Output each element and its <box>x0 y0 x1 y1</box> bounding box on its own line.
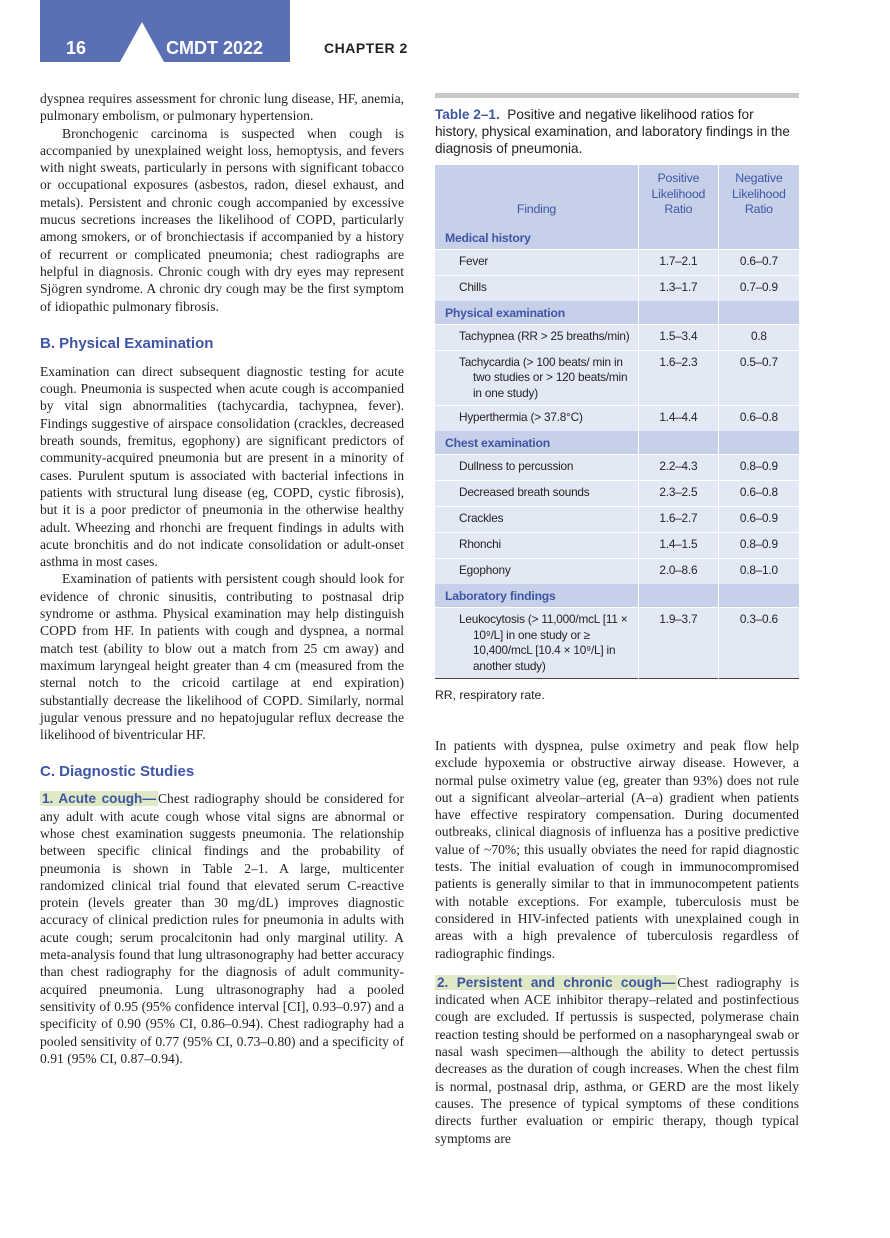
finding-text: Dullness to percussion <box>459 459 574 473</box>
negative-lr-cell: 0.6–0.8 <box>718 406 799 432</box>
empty-cell <box>718 584 799 608</box>
finding-cell <box>435 406 639 432</box>
finding-cell <box>435 324 639 350</box>
paragraph <box>40 790 404 1067</box>
finding-text: Leukocytosis (> 11,000/mcL [11 × 10⁹/L] in one study or ≥ 10,400/mcL [10.4 × 10⁹/L] in another study) <box>459 612 628 673</box>
positive-lr-cell: 1.4–1.5 <box>639 533 719 559</box>
section-heading: B. Physical Examination <box>40 334 214 352</box>
left-column <box>40 90 404 1067</box>
book-title: CMDT 2022 <box>166 38 264 58</box>
finding-cell <box>435 559 639 585</box>
finding-text: Fever <box>459 253 489 268</box>
table-section-row <box>435 226 799 250</box>
negative-lr-cell: 0.6–0.8 <box>718 481 799 507</box>
positive-lr-cell: 2.2–4.3 <box>639 455 719 481</box>
finding-cell <box>435 507 639 533</box>
header-notch <box>120 22 164 62</box>
empty-cell <box>639 301 719 325</box>
table-row <box>435 275 799 301</box>
finding-cell <box>435 350 639 406</box>
positive-lr-cell: 1.9–3.7 <box>639 608 719 679</box>
paragraph: dyspnea requires assessment for chronic lung disease, HF, anemia, pulmonary embolism, or pulmonary hypertension. <box>40 91 404 124</box>
finding-text: Decreased breath sounds <box>459 485 590 499</box>
table-row <box>435 481 799 507</box>
subsection-heading: 1. Acute cough— <box>42 791 156 807</box>
table-figure <box>435 93 799 702</box>
empty-cell <box>639 431 719 455</box>
empty-cell <box>718 226 799 250</box>
table-row <box>435 324 799 350</box>
negative-lr-cell: 0.6–0.9 <box>718 507 799 533</box>
table-row <box>435 559 799 585</box>
finding-text: Egophony <box>459 563 511 577</box>
table-top-rule <box>435 93 799 98</box>
table-row <box>435 533 799 559</box>
positive-lr-cell: 2.3–2.5 <box>639 481 719 507</box>
empty-cell <box>639 226 719 250</box>
section-heading: C. Diagnostic Studies <box>40 763 195 781</box>
empty-cell <box>718 301 799 325</box>
empty-cell <box>639 584 719 608</box>
positive-lr-cell: 1.6–2.3 <box>639 350 719 406</box>
negative-lr-cell: 0.8 <box>718 324 799 350</box>
table-section-row <box>435 431 799 455</box>
finding-cell <box>435 481 639 507</box>
table-footnote: RR, respiratory rate. <box>435 688 545 702</box>
likelihood-table <box>435 165 799 679</box>
table-row <box>435 249 799 275</box>
table-caption-text: Positive and negative likelihood ratios for history, physical examination, and laboratory findings in the diagnosis of pneumonia. <box>435 107 790 156</box>
positive-lr-cell: 2.0–8.6 <box>639 559 719 585</box>
finding-cell <box>435 249 639 275</box>
negative-lr-cell: 0.7–0.9 <box>718 275 799 301</box>
positive-lr-cell: 1.7–2.1 <box>639 249 719 275</box>
section-title: Laboratory findings <box>435 584 639 608</box>
negative-lr-cell: 0.8–0.9 <box>718 533 799 559</box>
finding-text: Hyperthermia (> 37.8°C) <box>459 410 583 424</box>
page-number: 16 <box>66 38 87 58</box>
paragraph: Bronchogenic carcinoma is suspected when cough is accompanied by unexplained weight loss, hemoptysis, and fevers with night sweats, particularly in persons with significant tobacco or occupational exposures (asbestos, radon, diesel exhaust, and metals). Persistent and chronic cough accompanied by excessive mucus secretions increases the likelihood of COPD, particularly among smokers, or of bronchiectasis if accompanied by a history of recurrent or complicated pneumonia; chest radiographs are helpful in diagnosis. Chronic cough with dry eyes may represent Sjögren syndrome. A chronic dry cough may be the first symptom of idiopathic pulmonary fibrosis. <box>40 125 404 314</box>
paragraph-text: Chest radiography is indicated when ACE inhibitor therapy–related and postinfectious cough are excluded. If pertussis is suspected, polymerase chain reaction testing should be performed on a nasopharyngeal swab or nasal wash specimen—although the ability to detect pertussis decreases as the duration of cough increases. When the chest film is normal, postnasal drip, asthma, or GERD are the most likely causes. The presence of typical symptoms of these conditions directs further evaluation or empiric therapy, though typical symptoms are <box>435 974 799 1146</box>
table-row <box>435 507 799 533</box>
section-title: Medical history <box>435 226 639 250</box>
negative-lr-cell: 0.5–0.7 <box>718 350 799 406</box>
positive-lr-cell: 1.4–4.4 <box>639 406 719 432</box>
table-row <box>435 406 799 432</box>
column-header: Positive Likelihood Ratio <box>639 165 719 226</box>
finding-text: Tachycardia (> 100 beats/ min in two studies or > 120 beats/min in one study) <box>459 354 628 400</box>
paragraph: Examination can direct subsequent diagnostic testing for acute cough. Pneumonia is suspected when acute cough is accompanied by vital sign abnormalities (tachycardia, tachypnea, fever). Findings suggestive of airspace consolidation (crackles, decreased breath sounds, fremitus, egophony) are significant predictors of community-acquired pneumonia but are present in a minority of cases. Purulent sputum is associated with bacterial infections in patients with structural lung disease (eg, COPD, cystic fibrosis), but it is a poor predictor of pneumonia in the otherwise healthy adult. Wheezing and rhonchi are frequent findings in adults with acute bronchitis and do not indicate consolidation or adult-onset asthma in most cases. <box>40 363 404 570</box>
table-label: Table 2–1. <box>435 107 500 122</box>
finding-cell <box>435 275 639 301</box>
section-title: Chest examination <box>435 431 639 455</box>
table-caption <box>435 106 799 157</box>
right-column <box>435 737 799 1147</box>
finding-cell <box>435 455 639 481</box>
column-header: Negative Likelihood Ratio <box>718 165 799 226</box>
chapter-label: CHAPTER 2 <box>324 40 408 56</box>
section-title: Physical examination <box>435 301 639 325</box>
paragraph <box>435 974 799 1147</box>
paragraph: In patients with dyspnea, pulse oximetry and peak flow help exclude hypoxemia or obstructive airway disease. However, a normal pulse oximetry value (eg, greater than 93%) does not rule out a significant alveolar–arterial (A–a) gradient when patients have effective respiratory compensation. During documented outbreaks, clinical diagnosis of influenza has a positive predictive value of ~70%; this usually obviates the need for rapid diagnostic tests. The initial evaluation of cough in immunocompromised patients is generally similar to that in immunocompetent patients with notable exceptions. For example, tuberculosis must be considered in HIV-infected patients with unexplained cough in areas with a high prevalence of tuberculosis regardless of radiographic findings. <box>435 738 799 961</box>
finding-text: Tachypnea (RR > 25 breaths/min) <box>459 328 630 343</box>
negative-lr-cell: 0.8–0.9 <box>718 455 799 481</box>
subsection-heading: 2. Persistent and chronic cough— <box>437 974 676 990</box>
table-row <box>435 455 799 481</box>
finding-text: Rhonchi <box>459 537 501 551</box>
negative-lr-cell: 0.8–1.0 <box>718 559 799 585</box>
finding-text: Chills <box>459 279 487 294</box>
positive-lr-cell: 1.5–3.4 <box>639 324 719 350</box>
table-row <box>435 608 799 679</box>
finding-cell <box>435 608 639 679</box>
table-section-row <box>435 301 799 325</box>
positive-lr-cell: 1.6–2.7 <box>639 507 719 533</box>
table-body <box>435 226 799 679</box>
finding-text: Crackles <box>459 511 504 525</box>
finding-cell <box>435 533 639 559</box>
paragraph-text: Chest radiography should be considered for any adult with acute cough whose vital signs are abnormal or whose chest examination suggests pneumonia. The relationship between specific clinical findings and the probability of pneumonia is shown in Table 2–1. A large, multicenter randomized clinical trial found that elevated serum C-reactive protein (levels greater than 30 mg/dL) improves diagnostic accuracy of clinical prediction rules for pneumonia in adults with acute cough; serum procalcitonin had only marginal utility. A meta-analysis found that lung ultrasonography had better accuracy than chest radiography for the diagnosis of adult community-acquired pneumonia. Lung ultrasonography had a pooled sensitivity of 0.95 (95% confidence interval [CI], 0.93–0.97) and a specificity of 0.90 (95% CI, 0.86–0.94). Chest radiography had a pooled sensitivity of 0.77 (95% CI, 0.73–0.80) and a specificity of 0.91 (95% CI, 0.87–0.94). <box>40 791 405 1066</box>
negative-lr-cell: 0.3–0.6 <box>718 608 799 679</box>
empty-cell <box>718 431 799 455</box>
positive-lr-cell: 1.3–1.7 <box>639 275 719 301</box>
table-section-row <box>435 584 799 608</box>
negative-lr-cell: 0.6–0.7 <box>718 249 799 275</box>
column-header: Finding <box>516 202 557 216</box>
paragraph: Examination of patients with persistent cough should look for evidence of chronic sinusitis, contributing to postnasal drip syndrome or asthma. Physical examination may help distinguish COPD from HF. In patients with cough and dyspnea, a normal match test (ability to blow out a match from 25 cm away) and maximum laryngeal height greater than 4 cm (measured from the sternal notch to the cricoid cartilage at end expiration) substantially decrease the likelihood of COPD. Similarly, normal jugular venous pressure and no hepatojugular reflux decrease the likelihood of biventricular HF. <box>40 571 404 743</box>
table-row <box>435 350 799 406</box>
